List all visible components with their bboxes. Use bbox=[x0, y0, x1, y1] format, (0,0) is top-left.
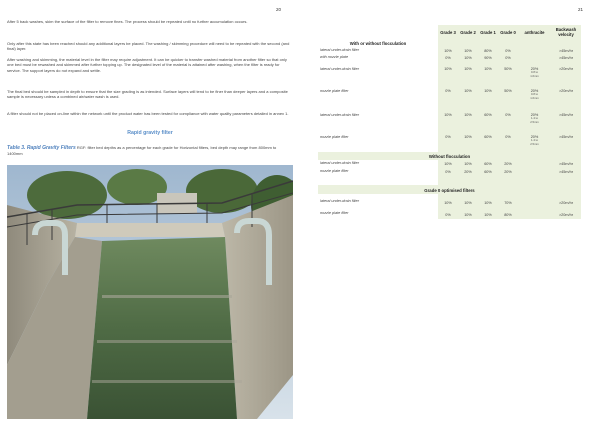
table-caption bbox=[7, 145, 291, 157]
grade-3-value: 0% bbox=[445, 135, 451, 139]
grade-0-value: 80% bbox=[504, 212, 512, 217]
filter-type: with nozzle plate bbox=[320, 55, 349, 59]
grade-2-value: 20% bbox=[464, 170, 472, 174]
grade-0-value: 0% bbox=[505, 48, 511, 53]
group-title: Without flocculation bbox=[428, 154, 471, 159]
table-row bbox=[318, 168, 581, 176]
grade-3-value: 10% bbox=[444, 48, 452, 53]
grade-1-value: 80% bbox=[484, 48, 492, 53]
grade-1-value: 90% bbox=[484, 55, 492, 60]
grade-1-value: 10% bbox=[484, 67, 492, 71]
table-row bbox=[318, 210, 581, 219]
anthracite-percent: 20% bbox=[530, 67, 539, 71]
grade-2-value: 10% bbox=[464, 113, 472, 117]
grade-2-value: 10% bbox=[464, 212, 472, 217]
grade-3-value: 10% bbox=[444, 200, 452, 205]
grade-2-value: 10% bbox=[464, 135, 472, 139]
group-title: With or without flocculation bbox=[349, 41, 407, 46]
anthracite-size: 1.6mm bbox=[530, 96, 539, 100]
grade-3-value: 10% bbox=[444, 162, 452, 166]
grade-0-value: 0% bbox=[505, 135, 511, 139]
filter-tank-photo bbox=[7, 165, 293, 419]
grade-1-value: 10% bbox=[484, 89, 492, 93]
anthracite-size: 1.4 to bbox=[531, 116, 538, 121]
filter-type: lateral under-drain filter bbox=[320, 113, 359, 117]
paragraph: After 5 back washes, skim the surface of the filter to remove fines. The process should be repeated until no further accumulation occurs. bbox=[7, 19, 248, 24]
filter-type: lateral under-drain filter bbox=[320, 199, 359, 203]
backwash-value: >20m/hr bbox=[558, 89, 574, 93]
grade-0-value: 50% bbox=[504, 89, 512, 93]
backwash-value: >20m/hr bbox=[558, 67, 574, 71]
anthracite-percent: 20% bbox=[530, 89, 539, 93]
grade-3-value: 0% bbox=[445, 89, 451, 93]
anthracite-value bbox=[518, 88, 551, 106]
header-grade-2: Grade 2 bbox=[458, 25, 478, 39]
grade-0-value: 20% bbox=[504, 170, 512, 174]
grade-2-value: 10% bbox=[464, 162, 472, 166]
filter-type: lateral under-drain filter bbox=[320, 161, 359, 165]
grade-0-value: 0% bbox=[505, 113, 511, 117]
header-grade-1: Grade 1 bbox=[478, 25, 498, 39]
backwash-value: >45m/hr bbox=[558, 113, 574, 117]
grade-3-value: 0% bbox=[445, 55, 451, 60]
backwash-value: >45m/hr bbox=[558, 170, 574, 174]
backwash-value: >45m/hr bbox=[558, 55, 574, 60]
grade-2-value: 10% bbox=[464, 67, 472, 71]
grade-3-value: 0% bbox=[445, 170, 451, 174]
anthracite-value bbox=[518, 112, 551, 130]
anthracite-value bbox=[518, 66, 551, 84]
table-row bbox=[318, 54, 581, 61]
paragraph: A filter should not be placed on-line within the network until the product water has been tested for compliance with water quality parameters detailed in annex 1. bbox=[7, 111, 289, 116]
table-row bbox=[318, 134, 581, 152]
anthracite-percent: 20% bbox=[530, 135, 539, 139]
anthracite-size: 1.6mm bbox=[530, 74, 539, 78]
anthracite-size: 0.8 to bbox=[531, 92, 538, 97]
table-caption-text: RGF: filter bed depths as a percentage for each grade for Horizontal filters, bed depth may range from 800mm to 1400mm bbox=[7, 145, 277, 157]
grade-1-value: 60% bbox=[484, 170, 492, 174]
anthracite-size: 0.8 to bbox=[531, 70, 538, 75]
table-header-row bbox=[318, 25, 581, 39]
grade-2-value: 10% bbox=[464, 89, 472, 93]
filter-type: lateral under-drain filter bbox=[320, 67, 359, 71]
section-heading: Rapid gravity filter bbox=[127, 130, 173, 136]
table-row bbox=[318, 47, 581, 54]
table-row bbox=[318, 160, 581, 168]
paragraph: The final bed should be sampled in depth to ensure that the size grading is as intended. Surface layers will tend to be finer than deeper layers and a composite sample is necessary unless a combined air/water wash is used. bbox=[7, 89, 288, 100]
grade-2-value: 10% bbox=[464, 48, 472, 53]
table-row bbox=[318, 88, 581, 106]
anthracite-size: 2.5mm bbox=[530, 142, 539, 146]
grade-0-value: 0% bbox=[505, 55, 511, 60]
grade-3-value: 10% bbox=[444, 67, 452, 71]
grade-0-value: 20% bbox=[504, 162, 512, 166]
grade-3-value: 10% bbox=[444, 113, 452, 117]
table-row bbox=[318, 66, 581, 84]
filter-type: nozzle plate filter bbox=[320, 211, 349, 215]
anthracite-percent: 20% bbox=[530, 113, 539, 117]
grade-2-value: 10% bbox=[464, 200, 472, 205]
grade-1-value: 10% bbox=[484, 200, 492, 205]
filter-type: nozzle plate filter bbox=[320, 89, 349, 93]
anthracite-value bbox=[518, 134, 551, 152]
grade-0-value: 50% bbox=[504, 67, 512, 71]
header-grade-0: Grade 0 bbox=[498, 25, 518, 39]
page-number: 20 bbox=[276, 7, 282, 12]
group-title: Grade 0 optimised filters bbox=[424, 188, 475, 193]
header-grade-3: Grade 3 bbox=[438, 25, 458, 39]
header-anthracite: anthracite bbox=[518, 25, 551, 39]
table-row bbox=[318, 198, 581, 207]
filter-type: nozzle plate filter bbox=[320, 135, 349, 139]
anthracite-size: 1.4 to bbox=[531, 138, 538, 143]
grade-1-value: 10% bbox=[484, 212, 492, 217]
grade-0-value: 70% bbox=[504, 200, 512, 205]
paragraph: Only after this state has been reached should any additional layers be placed. The washing / skimming procedure will need to be repeated with the second (and final) layer. bbox=[7, 41, 290, 52]
grade-2-value: 10% bbox=[464, 55, 472, 60]
grade-1-value: 60% bbox=[484, 135, 492, 139]
header-backwash-velocity: Backwash velocity bbox=[551, 25, 581, 39]
backwash-value: >45m/hr bbox=[558, 162, 574, 166]
grade-3-value: 0% bbox=[445, 212, 451, 217]
grade-1-value: 60% bbox=[484, 113, 492, 117]
paragraph: After washing and skimming, the material level in the filter may require adjustment. It can be quicker to transfer washed material from another filter so that only one bed must be rewashed and skimmed after further topping up. The designated level of the material is attained after washing, when the filter is ready for service. The support layers do not expand and settle. bbox=[7, 57, 287, 73]
backwash-value: >45m/hr bbox=[558, 135, 574, 139]
filter-type: nozzle plate filter bbox=[320, 169, 349, 173]
backwash-value: >20m/hr bbox=[558, 212, 574, 217]
backwash-value: >20m/hr bbox=[558, 200, 574, 205]
table-row bbox=[318, 112, 581, 130]
grade-1-value: 60% bbox=[484, 162, 492, 166]
table-caption-title: Table 3. Rapid Gravity Filters bbox=[7, 145, 76, 151]
page-number: 21 bbox=[578, 7, 584, 12]
anthracite-size: 2.5mm bbox=[530, 120, 539, 124]
backwash-value: >45m/hr bbox=[558, 48, 574, 53]
filter-type: lateral under-drain filter bbox=[320, 48, 359, 52]
